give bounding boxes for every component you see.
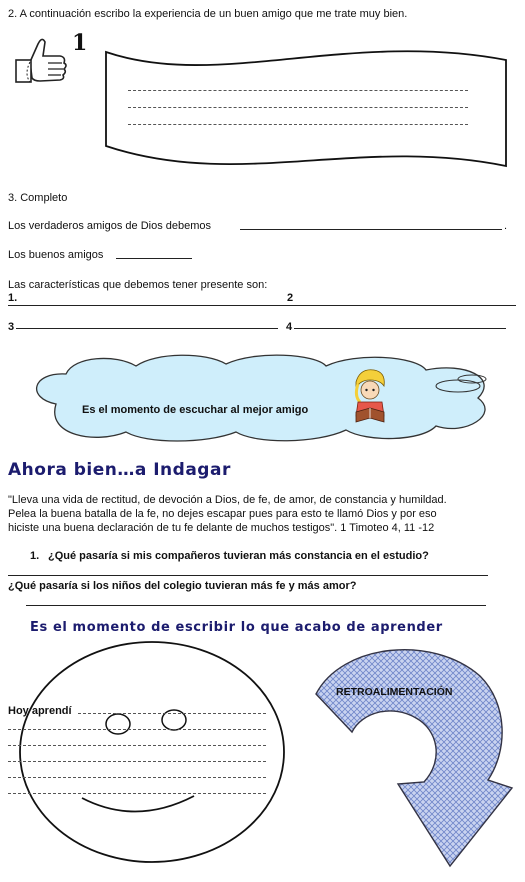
quote-line-2: Pelea la buena batalla de la fe, no dejes escapar pues para esto te llamó Dios y por eso — [8, 508, 437, 520]
learned-line[interactable] — [8, 793, 266, 794]
smiley-face-icon — [16, 640, 294, 870]
writing-banner — [98, 40, 514, 170]
escribir-title: Es el momento de escribir lo que acabo de aprender — [30, 620, 443, 635]
write-line[interactable] — [128, 107, 468, 108]
quote-line-1: "Lleva una vida de rectitud, de devoción a Dios, de fe, de amor, de constancia y humildad. — [8, 494, 447, 506]
section-3-title: 3. Completo — [8, 192, 68, 204]
answer-line-1[interactable] — [8, 575, 488, 576]
item-3-blank[interactable] — [16, 328, 278, 329]
hoy-aprendi-label: Hoy aprendí — [8, 705, 72, 717]
complete-line-1-end: . — [504, 220, 508, 232]
curved-arrow-icon — [312, 640, 518, 876]
learned-line[interactable] — [8, 761, 266, 762]
quote-line-3: hiciste una buena declaración de tu fe delante de muchos testigos". 1 Timoteo 4, 11 -12 — [8, 522, 435, 534]
cloud-text: Es el momento de escuchar al mejor amigo — [82, 404, 309, 416]
complete-line-2-blank[interactable] — [116, 258, 192, 259]
complete-line-1-blank[interactable] — [240, 229, 502, 230]
question-1: ¿Qué pasaría si mis compañeros tuvieran más constancia en el estudio? — [48, 550, 429, 562]
learned-line[interactable] — [8, 777, 266, 778]
complete-line-1-label: Los verdaderos amigos de Dios debemos — [8, 220, 212, 232]
answer-line-2[interactable] — [26, 605, 486, 606]
item-4-label: 4 — [286, 321, 293, 333]
retroalimentacion-label: RETROALIMENTACIÓN — [336, 686, 453, 698]
learned-line[interactable] — [8, 729, 266, 730]
characteristics-label: Las características que debemos tener presente son: — [8, 279, 268, 291]
number-one: 1 — [72, 30, 88, 56]
reading-girl-icon — [350, 368, 390, 424]
write-line[interactable] — [128, 90, 468, 91]
item-4-blank[interactable] — [294, 328, 506, 329]
hoy-aprendi-line[interactable] — [78, 713, 266, 714]
learned-line[interactable] — [8, 745, 266, 746]
item-3-label: 3 — [8, 321, 15, 333]
indagar-title: Ahora bien…a Indagar — [8, 460, 231, 480]
item-1-label: 1. — [8, 292, 18, 304]
items-1-2-line[interactable] — [8, 305, 516, 306]
cloud-banner — [26, 352, 504, 442]
complete-line-2-label: Los buenos amigos — [8, 249, 104, 261]
thumbs-up-icon — [12, 32, 72, 94]
question-2: ¿Qué pasaría si los niños del colegio tuvieran más fe y más amor? — [8, 580, 357, 592]
question-1-number: 1. — [30, 550, 40, 562]
item-2-label: 2 — [287, 292, 294, 304]
write-line[interactable] — [128, 124, 468, 125]
instruction-2: 2. A continuación escribo la experiencia de un buen amigo que me trate muy bien. — [8, 8, 408, 20]
